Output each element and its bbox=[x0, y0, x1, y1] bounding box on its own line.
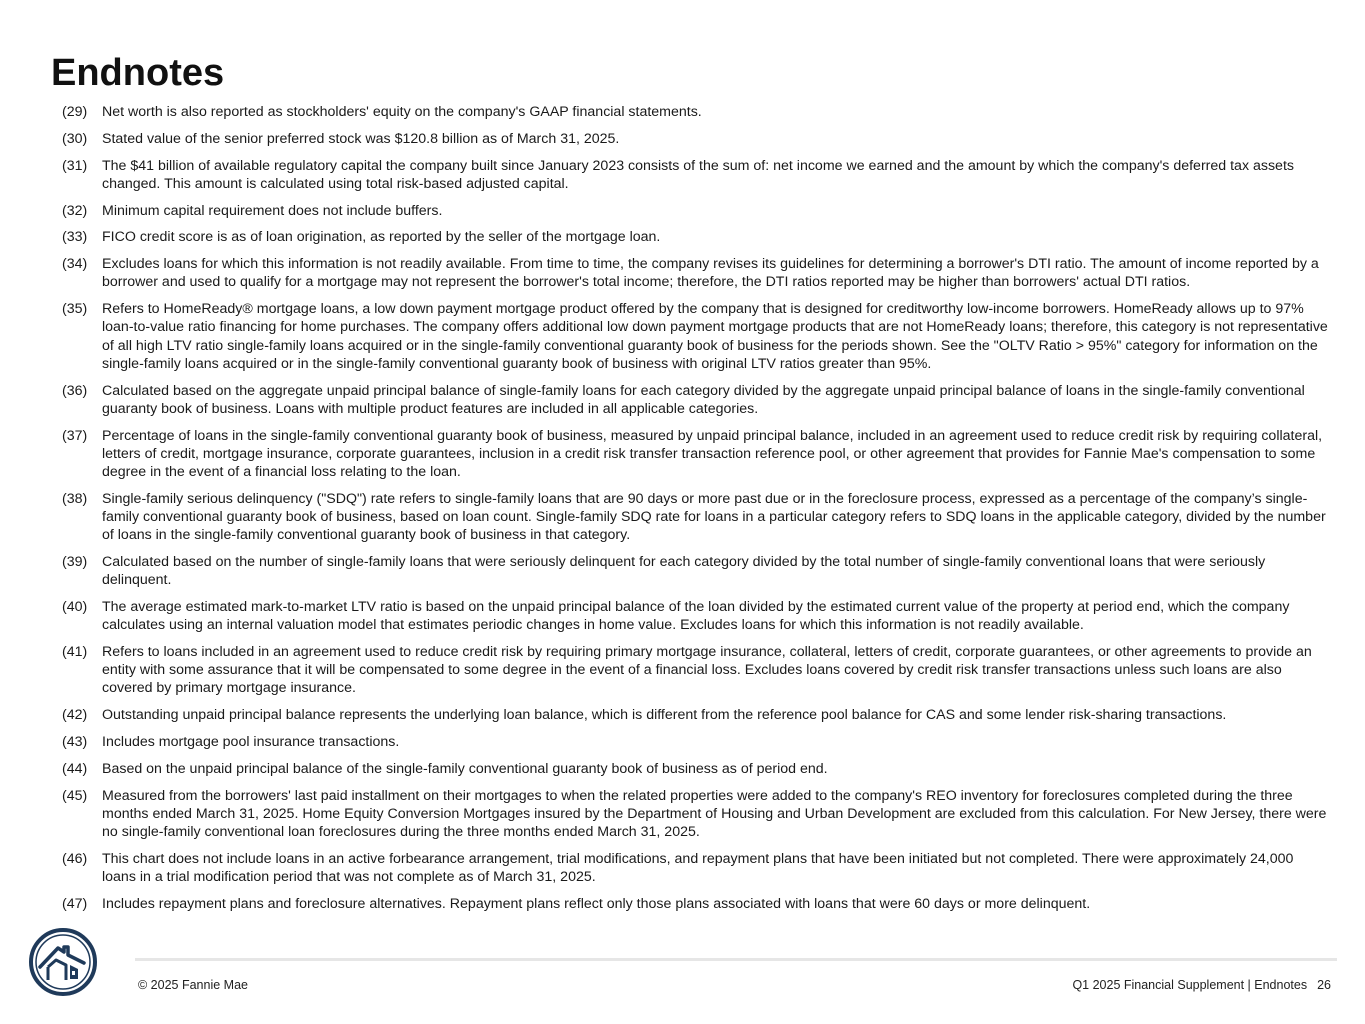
endnote-text: Measured from the borrowers' last paid installment on their mortgages to when the related properties were added to the company's REO inventory for foreclosures completed during the three months ended March 31, 2025. Home Equity Conversion Mortgages insured by the Department of Housing and Urban Development are excluded from this calculation. For New Jersey, there were no single-family conventional loan foreclosures during the three months ended March 31, 2025. bbox=[102, 787, 1327, 840]
endnote-text: Single-family serious delinquency ("SDQ") rate refers to single-family loans that are 90 days or more past due or in the foreclosure process, expressed as a percentage of the company’s single-family conventional guaranty book of business, based on loan count. Single-family SDQ rate for loans in a particular category refers to SDQ loans in the applicable category, divided by the number of loans in the single-family conventional guaranty book of business in that category. bbox=[102, 490, 1326, 544]
endnote-number: (35) bbox=[62, 301, 88, 318]
endnote-item bbox=[62, 787, 1330, 842]
endnote-number: (40) bbox=[62, 599, 88, 615]
endnote-item bbox=[62, 553, 1330, 589]
endnote-text: The $41 billion of available regulatory capital the company built since January 2023 consists of the sum of: net income we earned and the amount by which the company's deferred tax assets changed. This amount is calculated using total risk-based adjusted capital. bbox=[102, 157, 1294, 192]
endnote-text: Includes repayment plans and foreclosure alternatives. Repayment plans reflect only those plans associated with loans that were 60 days or more delinquent. bbox=[102, 895, 1091, 912]
footer-doc-info bbox=[1072, 978, 1331, 992]
endnote-number: (46) bbox=[62, 850, 88, 867]
endnote-number: (39) bbox=[62, 554, 88, 570]
endnote-number: (47) bbox=[62, 895, 88, 912]
endnote-number: (32) bbox=[62, 202, 88, 219]
endnote-text: Net worth is also reported as stockholders' equity on the company's GAAP financial statements. bbox=[102, 104, 702, 120]
endnote-text: Stated value of the senior preferred stock was $120.8 billion as of March 31, 2025. bbox=[102, 130, 620, 147]
endnote-item bbox=[62, 427, 1330, 482]
house-logo-icon bbox=[28, 927, 98, 997]
endnote-item bbox=[62, 760, 1330, 778]
endnote-item bbox=[62, 490, 1330, 545]
endnote-item bbox=[62, 130, 1330, 148]
endnote-text: Minimum capital requirement does not include buffers. bbox=[102, 202, 443, 219]
endnote-text: Percentage of loans in the single-family conventional guaranty book of business, measured by unpaid principal balance, included in an agreement used to reduce credit risk by requiring collateral, letters of credit, mortgage insurance, corporate guarantees, inclusion in a credit risk transfer transaction reference pool, or other agreement that provides for Fannie Mae's compensation to some degree in the event of a financial loss relating to the loan. bbox=[102, 427, 1323, 480]
footer-doc-label: Q1 2025 Financial Supplement | Endnotes bbox=[1072, 978, 1308, 992]
endnote-number: (29) bbox=[62, 104, 88, 120]
endnote-item bbox=[62, 850, 1330, 886]
endnote-number: (31) bbox=[62, 157, 88, 174]
endnote-number: (41) bbox=[62, 644, 88, 660]
page-title: Endnotes bbox=[51, 52, 225, 94]
endnote-number: (36) bbox=[62, 382, 88, 399]
endnote-item bbox=[62, 228, 1330, 246]
endnote-text: Excludes loans for which this information is not readily available. From time to time, the company revises its guidelines for determining a borrower's DTI ratio. The amount of income reported by a borrower and used to qualify for a mortgage may not represent the borrower's total income; therefore, the DTI ratios reported may be higher than borrowers' actual DTI ratios. bbox=[102, 256, 1319, 291]
endnote-number: (43) bbox=[62, 734, 88, 750]
endnote-number: (38) bbox=[62, 490, 88, 507]
page-number: 26 bbox=[1317, 978, 1331, 992]
endnote-text: The average estimated mark-to-market LTV ratio is based on the unpaid principal balance of the loan divided by the estimated current value of the property at period end, which the company calculates using an internal valuation model that estimates periodic changes in home value. Excludes loans for which this information is not readily available. bbox=[102, 599, 1290, 634]
endnote-number: (34) bbox=[62, 256, 88, 273]
endnote-text: Includes mortgage pool insurance transactions. bbox=[102, 734, 400, 750]
endnote-item bbox=[62, 598, 1330, 634]
endnote-text: Refers to loans included in an agreement used to reduce credit risk by requiring primary mortgage insurance, collateral, letters of credit, corporate guarantees, or other agreements to provide an entity with some assurance that it will be compensated to some degree in the event of a financial loss. Excludes loans covered by credit risk transfer transactions unless such loans are also covered by primary mortgage insurance. bbox=[102, 644, 1312, 697]
endnote-text: Refers to HomeReady® mortgage loans, a low down payment mortgage product offered by the company that is designed for creditworthy low-income borrowers. HomeReady allows up to 97% loan-to-value ratio financing for home purchases. The company offers additional low down payment mortgage products that are not HomeReady loans; therefore, this category is not representative of all high LTV ratio single-family loans acquired or in the single-family conventional guaranty book of business for the periods shown. See the "OLTV Ratio > 95%" category for information on the single-family loans acquired or in the single-family conventional guaranty book of business with original LTV ratios greater than 95%. bbox=[102, 301, 1328, 372]
endnote-item bbox=[62, 157, 1330, 193]
endnote-item bbox=[62, 103, 1330, 121]
endnote-number: (42) bbox=[62, 707, 88, 724]
endnote-item bbox=[62, 382, 1330, 418]
endnote-number: (30) bbox=[62, 130, 88, 147]
endnote-text: Calculated based on the number of single-family loans that were seriously delinquent for each category divided by the total number of single-family conventional loans that were seriously delinquent. bbox=[102, 554, 1266, 589]
endnote-item bbox=[62, 255, 1330, 291]
endnote-text: FICO credit score is as of loan origination, as reported by the seller of the mortgage loan. bbox=[102, 229, 661, 246]
endnote-text: Calculated based on the aggregate unpaid principal balance of single-family loans for each category divided by the aggregate unpaid principal balance of loans in the single-family conventional guaranty book of business. Loans with multiple product features are included in all applicable categories. bbox=[102, 382, 1305, 417]
endnote-item bbox=[62, 733, 1330, 751]
footer-divider bbox=[135, 958, 1337, 961]
endnotes-list bbox=[62, 103, 1330, 922]
endnote-text: Outstanding unpaid principal balance represents the underlying loan balance, which is different from the reference pool balance for CAS and some lender risk-sharing transactions. bbox=[102, 707, 1227, 724]
endnote-item bbox=[62, 706, 1330, 724]
endnote-item bbox=[62, 202, 1330, 220]
endnote-item bbox=[62, 643, 1330, 698]
endnote-text: This chart does not include loans in an active forbearance arrangement, trial modifications, and repayment plans that have been initiated but not completed. There were approximately 24,000 loans in a trial modification period that was not complete as of March 31, 2025. bbox=[102, 850, 1294, 885]
endnote-number: (33) bbox=[62, 229, 88, 246]
endnote-number: (45) bbox=[62, 787, 88, 804]
endnote-item bbox=[62, 895, 1330, 913]
footer-copyright: © 2025 Fannie Mae bbox=[138, 978, 248, 992]
endnote-number: (44) bbox=[62, 760, 88, 777]
endnote-item bbox=[62, 300, 1330, 373]
endnote-text: Based on the unpaid principal balance of the single-family conventional guaranty book of business as of period end. bbox=[102, 760, 828, 777]
endnote-number: (37) bbox=[62, 427, 88, 444]
